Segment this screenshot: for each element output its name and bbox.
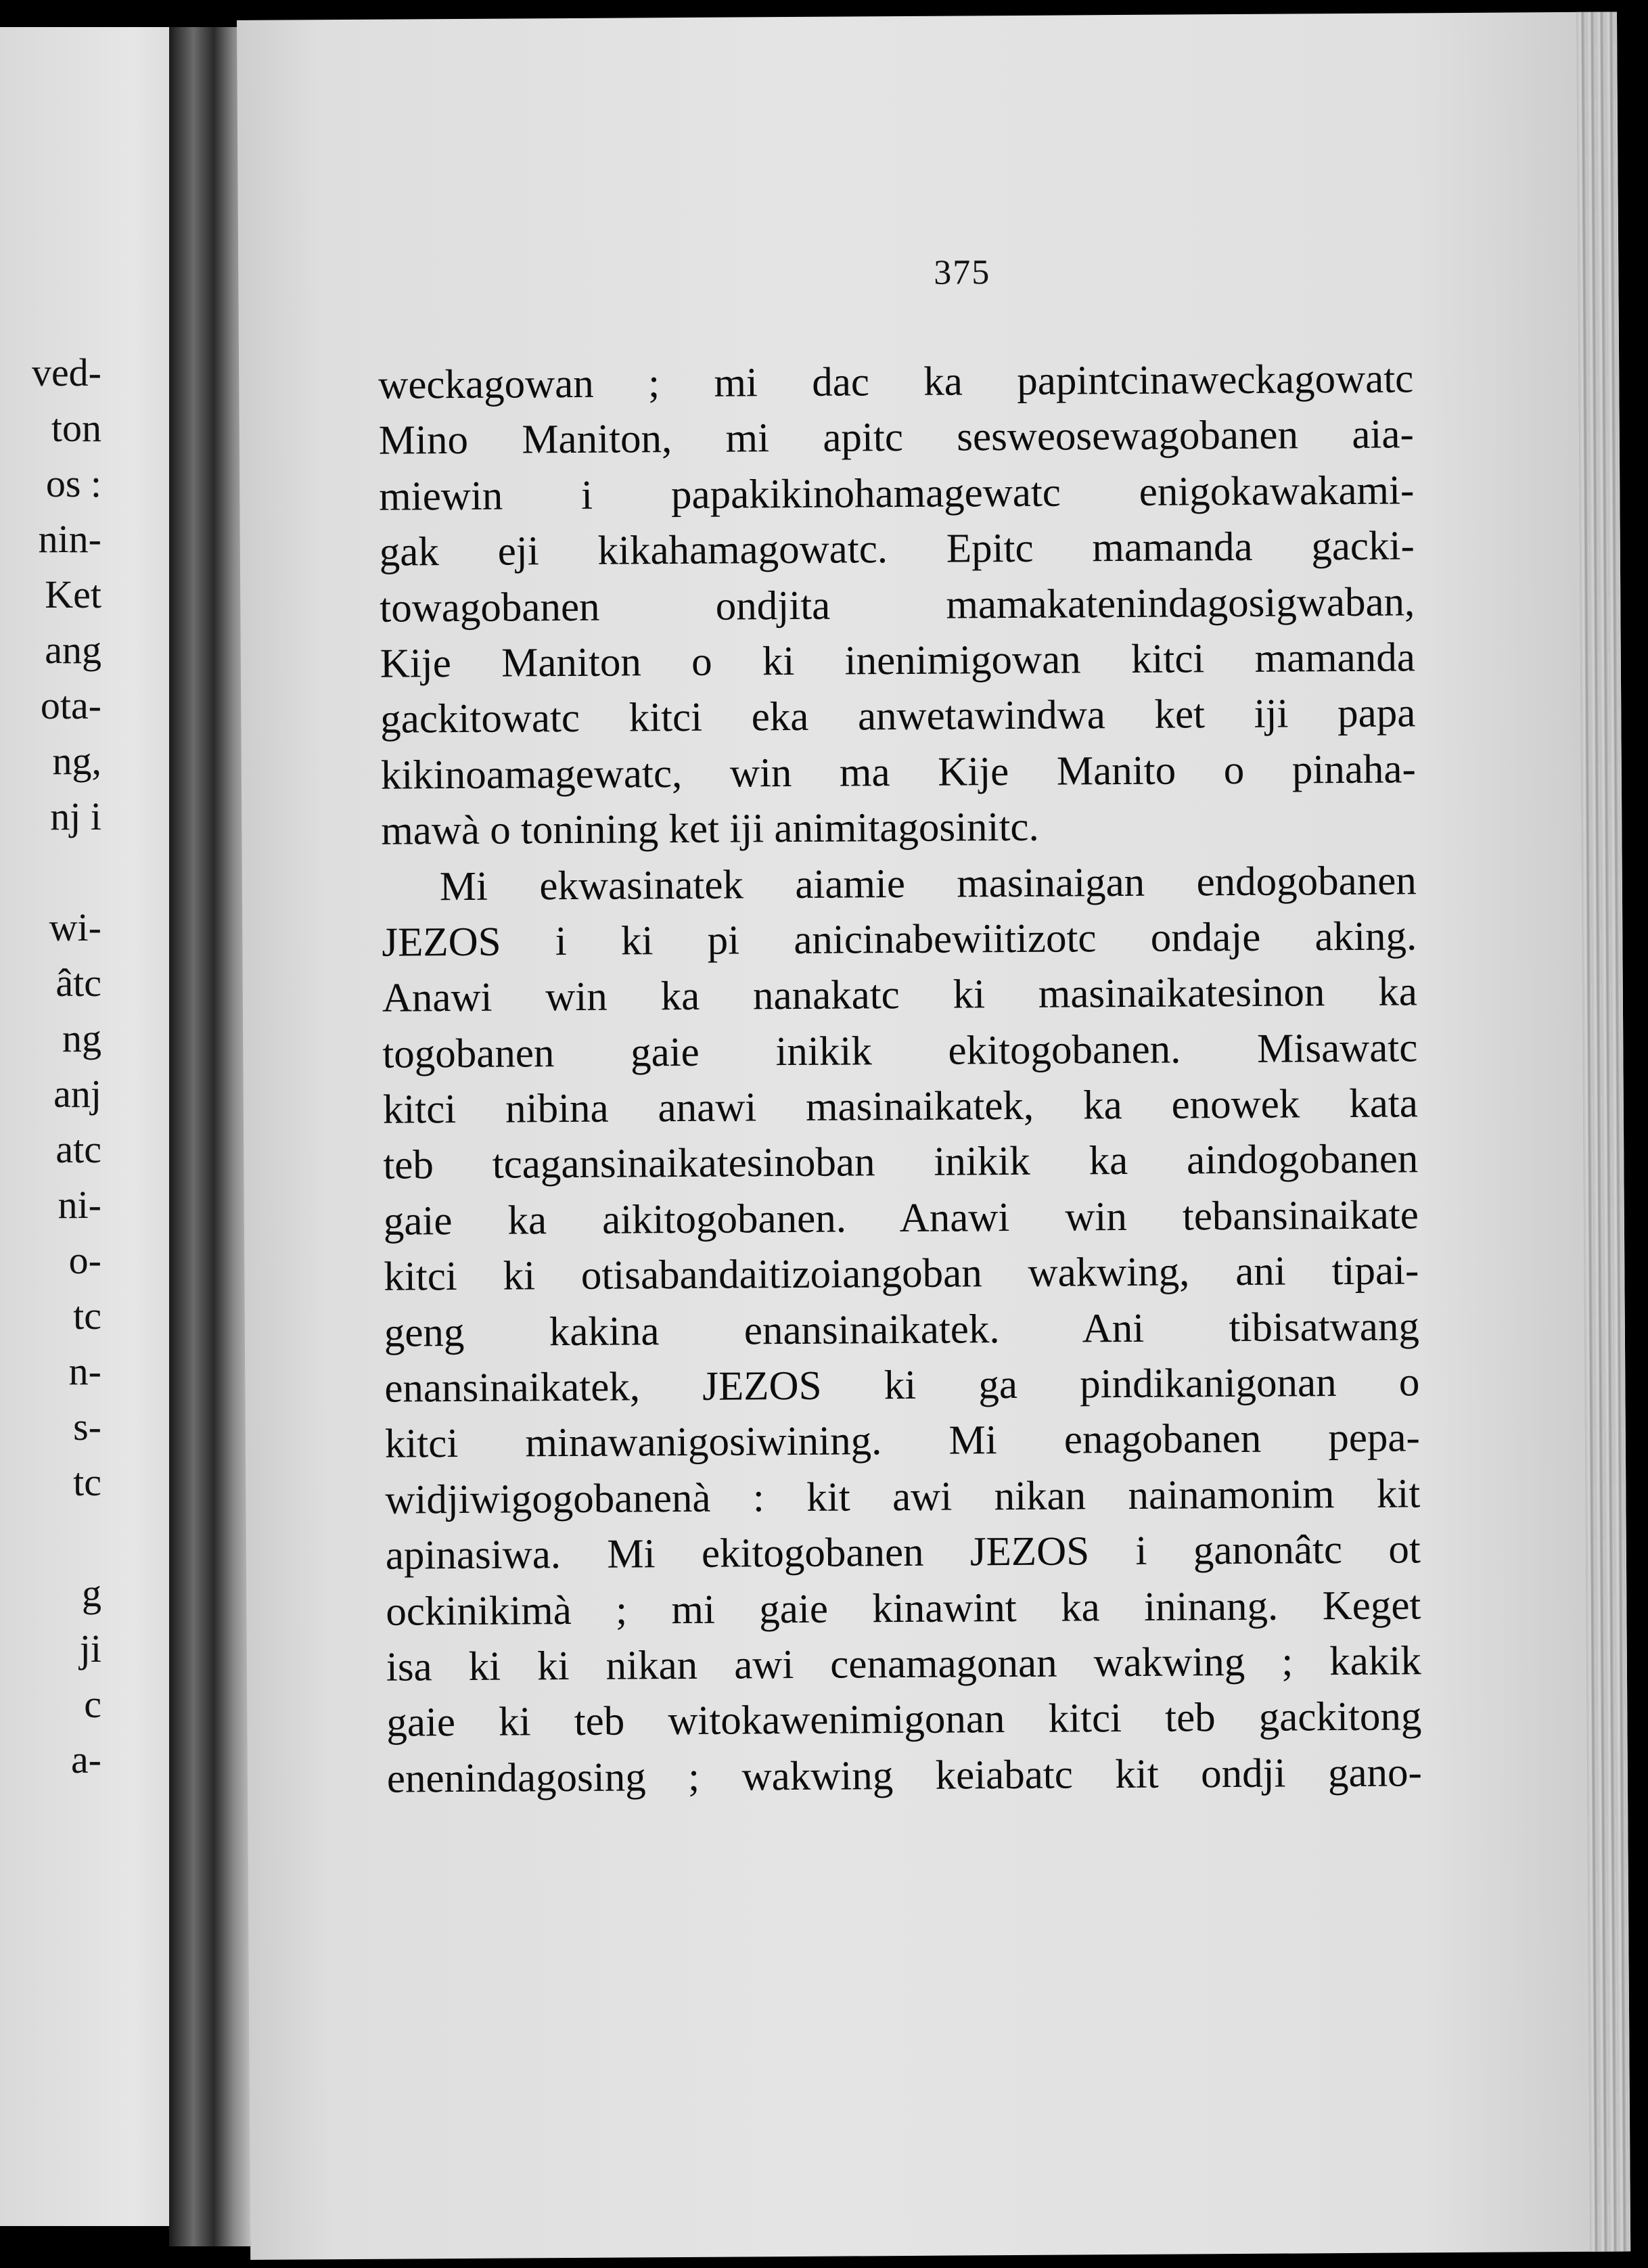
fragment-line: ang: [45, 628, 101, 672]
fragment-line: anj: [53, 1072, 101, 1116]
paragraph-start-line: Mi ekwasinatek aiamie masinaigan endogobanen: [439, 857, 1417, 909]
text-line: miewin i papakikinohamagewatc enigokawakami-: [379, 468, 1415, 520]
fragment-line: ni-: [58, 1183, 101, 1227]
text-line: gaie ka aikitogobanen. Anawi win tebansinaikate: [383, 1192, 1419, 1244]
fragment-line: o-: [68, 1238, 101, 1282]
fragment-line: nj i: [50, 794, 101, 838]
fragment-line: [0, 844, 101, 900]
text-line: apinasiwa. Mi ekitogobanen JEZOS i ganonâtc ot: [385, 1526, 1421, 1579]
text-line: isa ki ki nikan awi cenamagonan wakwing ; kakik: [386, 1638, 1422, 1690]
text-line: Kije Maniton o ki inenimigowan kitci mamanda: [380, 635, 1415, 687]
page-number: 375: [934, 253, 991, 292]
text-line: JEZOS i ki pi anicinabewiitizotc ondaje aking.: [382, 913, 1417, 966]
fragment-line: s-: [73, 1405, 101, 1449]
text-line: enansinaikatek, JEZOS ki ga pindikanigonan o: [384, 1359, 1420, 1411]
fragment-line: n-: [68, 1349, 101, 1393]
text-line: towagobanen ondjita mamakatenindagosigwaban,: [380, 579, 1415, 631]
book-binding-gutter: [169, 27, 250, 2246]
text-line: ockinikimà ; mi gaie kinawint ka ininang. Keget: [386, 1582, 1421, 1635]
text-line: kitci nibina anawi masinaikatek, ka enowek kata: [382, 1081, 1419, 1133]
page-stack-edges: [1576, 12, 1630, 2252]
fragment-line: atc: [55, 1127, 101, 1171]
fragment-line: Ket: [45, 572, 101, 616]
text-line: enenindagosing ; wakwing keiabatc kit ondji gano-: [386, 1750, 1423, 1802]
text-line: kitci minawanigosiwining. Mi enagobanen pepa-: [384, 1415, 1421, 1468]
fragment-line: nin-: [38, 517, 101, 561]
fragment-line: ng: [62, 1016, 101, 1060]
text-line: togobanen gaie inikik ekitogobanen. Misawatc: [382, 1025, 1418, 1077]
text-line: Mino Maniton, mi apitc sesweosewagobanen aia-: [378, 411, 1414, 464]
text-line: mawà o tonining ket iji animitagosinitc.: [381, 804, 1039, 854]
text-line: gaie ki teb witokawenimigonan kitci teb gackitong: [386, 1694, 1422, 1746]
fragment-line: ved-: [31, 350, 101, 394]
current-page: [237, 12, 1630, 2260]
text-line: weckagowan ; mi dac ka papintcinaweckagowatc: [378, 356, 1414, 408]
text-line: gackitowatc kitci eka anwetawindwa ket iji papa: [380, 690, 1416, 743]
fragment-line: ton: [51, 406, 101, 450]
fragment-line: wi-: [49, 905, 101, 949]
text-line: widjiwigogobanenà : kit awi nikan nainamonim kit: [385, 1471, 1421, 1523]
fragment-line: tc: [73, 1294, 101, 1338]
fragment-line: g: [82, 1571, 101, 1615]
text-line: gak eji kikahamagowatc. Epitc mamanda gacki-: [379, 523, 1415, 575]
fragment-line: âtc: [55, 961, 101, 1005]
fragment-line: ng,: [52, 739, 101, 783]
fragment-line: ji: [79, 1627, 101, 1671]
text-line: teb tcagansinaikatesinoban inikik ka aindogobanen: [383, 1136, 1419, 1189]
text-line: geng kakina enansinaikatek. Ani tibisatwang: [384, 1304, 1420, 1356]
fragment-line: c: [84, 1682, 101, 1726]
text-line: kikinoamagewatc, win ma Kije Manito o pinaha-: [380, 746, 1416, 798]
previous-page-text-fragments: [0, 345, 101, 1788]
fragment-line: a-: [70, 1738, 101, 1782]
body-text: [378, 351, 1422, 1807]
fragment-line: os :: [45, 461, 101, 505]
text-line: Anawi win ka nanakatc ki masinaikatesinon ka: [382, 969, 1418, 1022]
fragment-line: [0, 1510, 101, 1566]
fragment-line: ota-: [40, 683, 101, 727]
fragment-line: tc: [73, 1460, 101, 1504]
text-line: kitci ki otisabandaitizoiangoban wakwing, ani tipai-: [384, 1248, 1419, 1300]
